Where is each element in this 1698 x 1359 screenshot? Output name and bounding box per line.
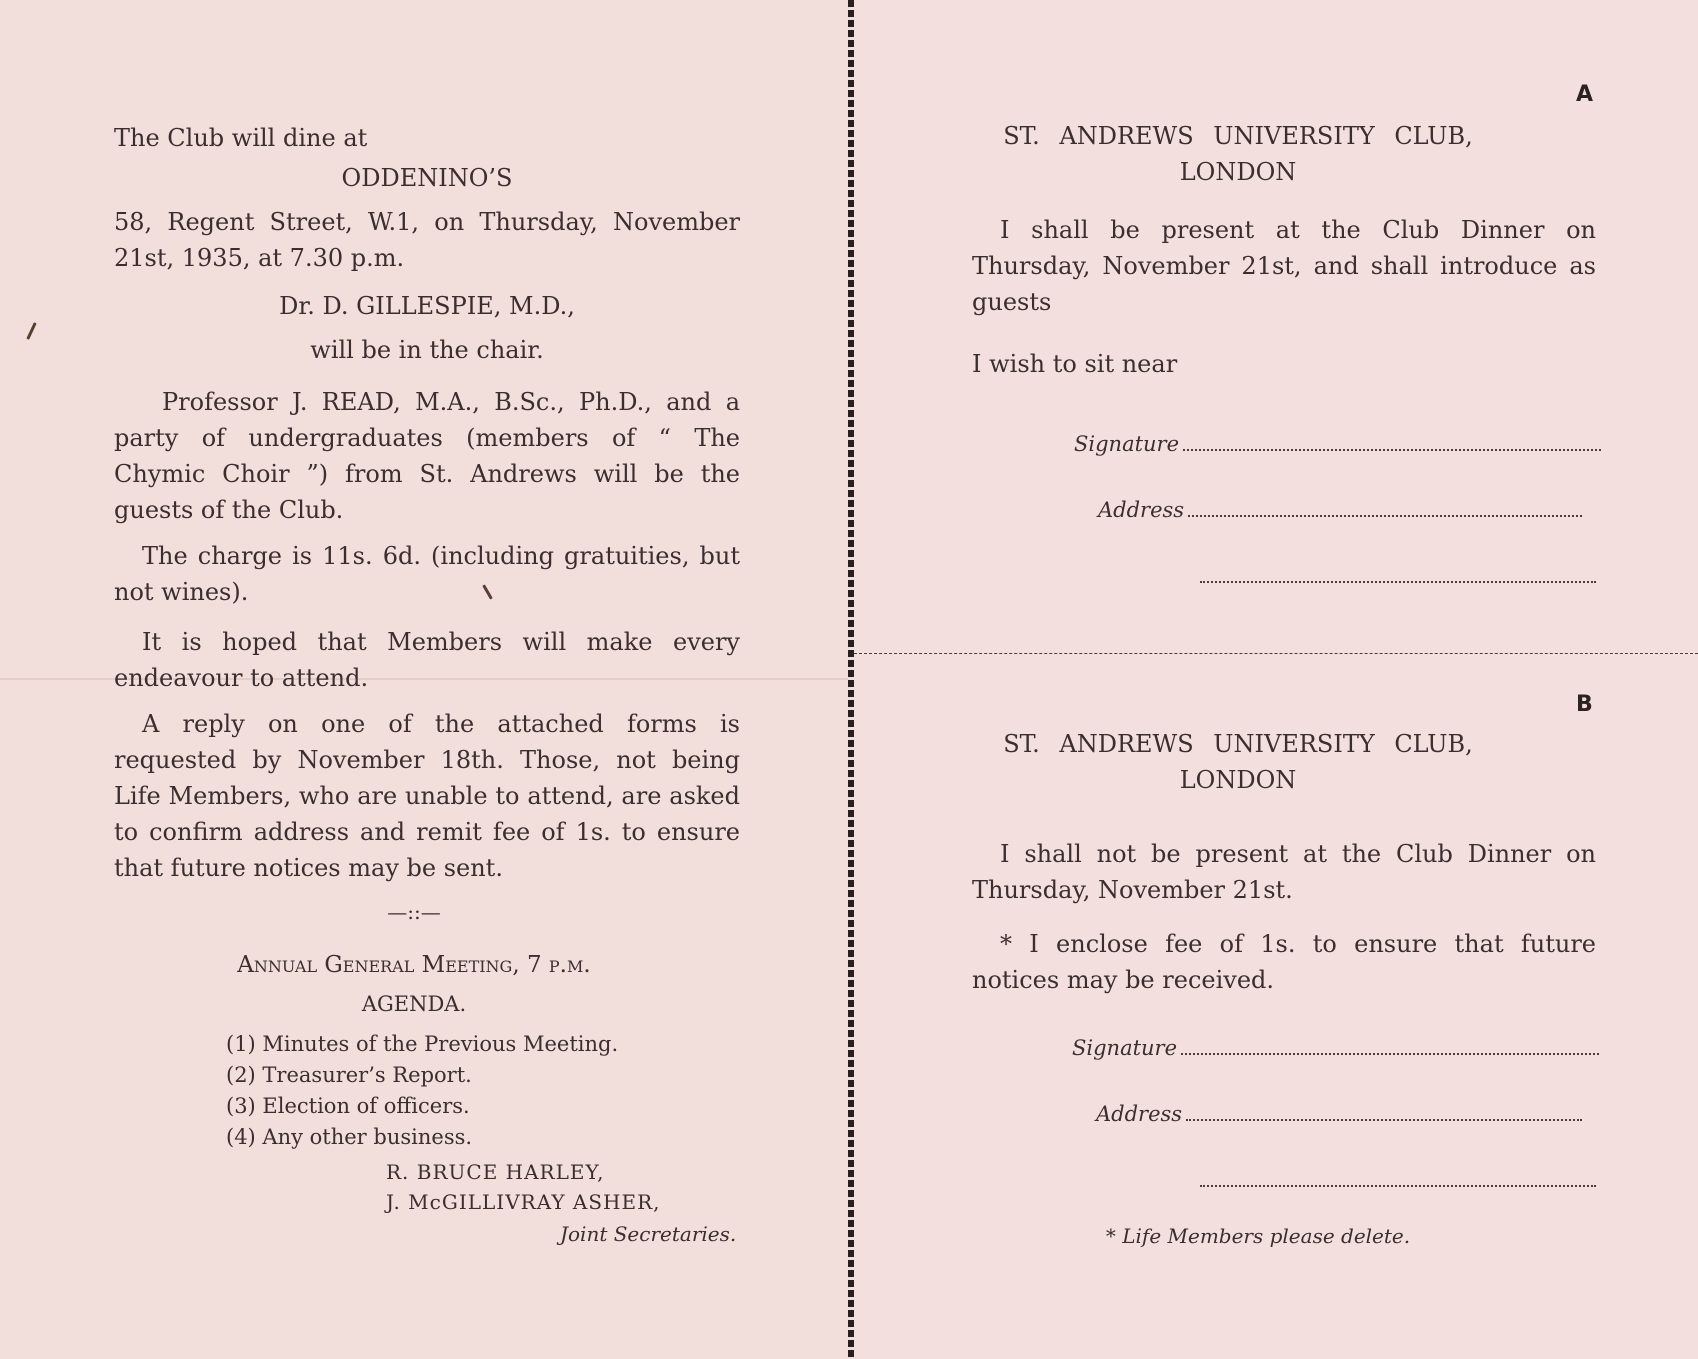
secretaries-title: Joint Secretaries.: [560, 1222, 737, 1246]
signature-line[interactable]: [1181, 1052, 1599, 1055]
address-line[interactable]: [1200, 580, 1596, 583]
form-a-signature-field[interactable]: [1074, 432, 1601, 456]
address-line[interactable]: [1188, 514, 1582, 517]
address-label: Address: [1098, 498, 1185, 522]
hope-paragraph: It is hoped that Members will make every endeavour to attend.: [114, 628, 740, 692]
signature-label: Signature: [1074, 432, 1180, 456]
divider: —::—: [387, 900, 441, 924]
signature-line[interactable]: [1183, 448, 1601, 451]
venue-name: ODDENINO’S: [341, 164, 513, 192]
secretary-name-1: R. BRUCE HARLEY,: [386, 1160, 605, 1184]
form-a-club-city: LONDON: [1179, 158, 1297, 186]
reply-forms-panel: [854, 0, 1698, 1359]
form-b-footnote: * Life Members please delete.: [1105, 1224, 1411, 1248]
guests-paragraph: Professor J. READ, M.A., B.Sc., Ph.D., and a party of undergraduates (members of “ The Chymic Choir ”) from St. Andrews will be the guests of the Club.: [114, 388, 740, 524]
chair-name: Dr. D. GILLESPIE, M.D.,: [279, 292, 575, 320]
agenda-item: (2) Treasurer’s Report.: [226, 1063, 472, 1087]
charge-paragraph: The charge is 11s. 6d. (including gratuities, but not wines).: [114, 542, 740, 606]
form-b-address-line-2[interactable]: [1200, 1168, 1596, 1192]
form-a-address-line-2[interactable]: [1200, 564, 1596, 588]
signature-label: Signature: [1072, 1036, 1178, 1060]
form-b-club-name: ST. ANDREWS UNIVERSITY CLUB,: [1003, 730, 1473, 758]
agenda-item: (4) Any other business.: [226, 1125, 473, 1149]
chair-line: will be in the chair.: [310, 336, 544, 364]
form-a-club-name: ST. ANDREWS UNIVERSITY CLUB,: [1003, 122, 1473, 150]
agenda-item: (3) Election of officers.: [226, 1094, 470, 1118]
secretary-name-2: J. McGILLIVRAY ASHER,: [386, 1190, 661, 1214]
form-b-letter: B: [1576, 692, 1593, 717]
agenda-item: (1) Minutes of the Previous Meeting.: [226, 1032, 619, 1056]
agenda-title: AGENDA.: [361, 992, 467, 1016]
address-date: 58, Regent Street, W.1, on Thursday, November 21st, 1935, at 7.30 p.m.: [114, 208, 740, 272]
form-b-signature-field[interactable]: [1072, 1036, 1599, 1060]
form-b-club-city: LONDON: [1179, 766, 1297, 794]
tear-off-perforation: [854, 653, 1698, 654]
form-a-statement: I shall be present at the Club Dinner on Thursday, November 21st, and shall introduce as guests: [972, 216, 1596, 316]
agm-title: Annual General Meeting, 7 p.m.: [237, 952, 591, 978]
form-b-fee-note: * I enclose fee of 1s. to ensure that future notices may be received.: [972, 930, 1596, 994]
intro-line: The Club will dine at: [114, 124, 368, 152]
form-a-address-field[interactable]: [1098, 498, 1582, 522]
ink-mark: [26, 322, 36, 340]
form-a-sit-near: I wish to sit near: [972, 350, 1178, 378]
notice-panel: [0, 0, 848, 1359]
form-b-statement: I shall not be present at the Club Dinner on Thursday, November 21st.: [972, 840, 1596, 904]
address-line[interactable]: [1186, 1118, 1582, 1121]
form-b-address-field[interactable]: [1096, 1102, 1582, 1126]
form-a-letter: A: [1576, 82, 1594, 107]
reply-paragraph: A reply on one of the attached forms is requested by November 18th. Those, not being Life Members, who are unable to attend, are asked to confirm address and remit fee of 1s. to ensure that future notices may be sent.: [114, 710, 740, 882]
address-line[interactable]: [1200, 1184, 1596, 1187]
address-label: Address: [1096, 1102, 1183, 1126]
